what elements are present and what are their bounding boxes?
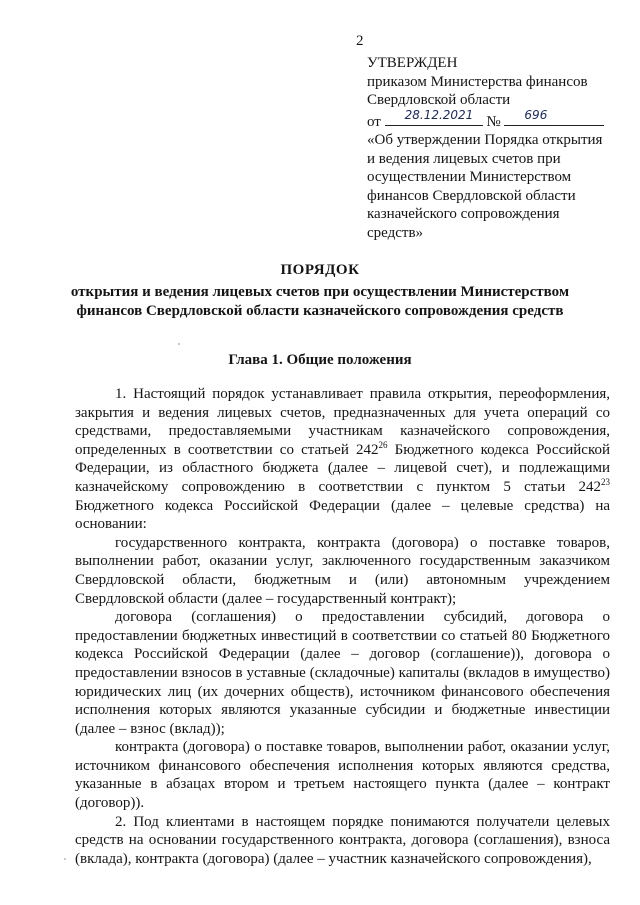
date-prefix: от [367,113,381,130]
paragraph-4: контракта (договора) о поставке товаров, выполнении работ, оказании услуг, источником финансового обеспечения исполнения которых являются средства, указанные в абзацах втором и третьем настоящего пункта (далее – контракт (договор)). [75,739,610,812]
paragraph-text: 1. Настоящий порядок устанавливает правила открытия, переоформления, закрытия и ведения лицевых счетов, предназначенных для учета операций со средствами, предоставляемыми участникам казначейского сопровождения, определенных в соответствии со статьей 242 [75,386,610,458]
paragraph-3: договора (соглашения) о предоставлении субсидий, договора о предоставлении бюджетных инвестиций в соответствии со статьей 80 Бюджетного кодекса Российской Федерации (далее – договор (соглашение)), договора о предоставлении взносов в уставные (складочные) капиталы (вкладов в имущество) юридических лиц (их дочерних обществ), источником финансового обеспечения исполнения которых являются указанные субсидии и бюджетные инвестиции (далее – взнос (вклад)); [75,609,610,737]
document-subtitle: открытия и ведения лицевых счетов при осуществлении Министерством финансов Свердловской области казначейского сопровождения средств [70,284,570,319]
scan-speck [64,858,66,860]
approval-line-2: Свердловской области [367,92,511,108]
handwritten-number: 696 [524,108,548,122]
approval-doc-line: средств» [367,224,424,241]
approval-date-row [367,110,617,132]
paragraph-text: Бюджетного кодекса Российской Федерации, из областного бюджета (далее – лицевой счет), и подлежащими казначейскому сопровождению в соответствии с пунктом 5 статьи 242 [75,441,611,495]
paragraph-2: государственного контракта, контракта (договора) о поставке товаров, выполнении работ, оказании услуг, заключенного государственным заказчиком Свердловской области, бюджетным и (или) автономным учреждением Свердловской области (далее – государственный контракт); [75,534,610,607]
superscript: 26 [378,439,388,450]
date-fill-line [385,110,483,126]
scan-speck [178,343,180,345]
paragraph-5: 2. Под клиентами в настоящем порядке понимаются получатели целевых средств на основании государственного контракта, договора (соглашения), взноса (вклада), контракта (договора) (далее – участник казначейского сопровождения), [75,813,610,867]
approval-line-1: приказом Министерства финансов [367,73,588,90]
number-prefix: № [486,113,501,130]
superscript: 23 [601,476,610,487]
approval-doc-line: осуществлении Министерством [367,169,572,185]
paragraph-1 [75,385,610,534]
number-fill-line [504,110,604,126]
document-body [75,385,610,868]
document-title: ПОРЯДОК [280,262,360,278]
page-number: 2 [356,33,364,49]
paragraph-text: Бюджетного кодекса Российской Федерации (далее – целевые средства) на основании: [75,497,610,533]
handwritten-date: 28.12.2021 [404,108,474,122]
approval-title: УТВЕРЖДЕН [367,55,458,71]
approval-doc-line: «Об утверждении Порядка открытия [367,132,603,148]
approval-doc-line: финансов Свердловской области [367,187,576,204]
chapter-heading: Глава 1. Общие положения [228,352,412,368]
approval-stamp-block [367,54,617,242]
approval-doc-line: казначейского сопровождения [367,206,560,222]
approval-doc-line: и ведения лицевых счетов при [367,150,561,167]
